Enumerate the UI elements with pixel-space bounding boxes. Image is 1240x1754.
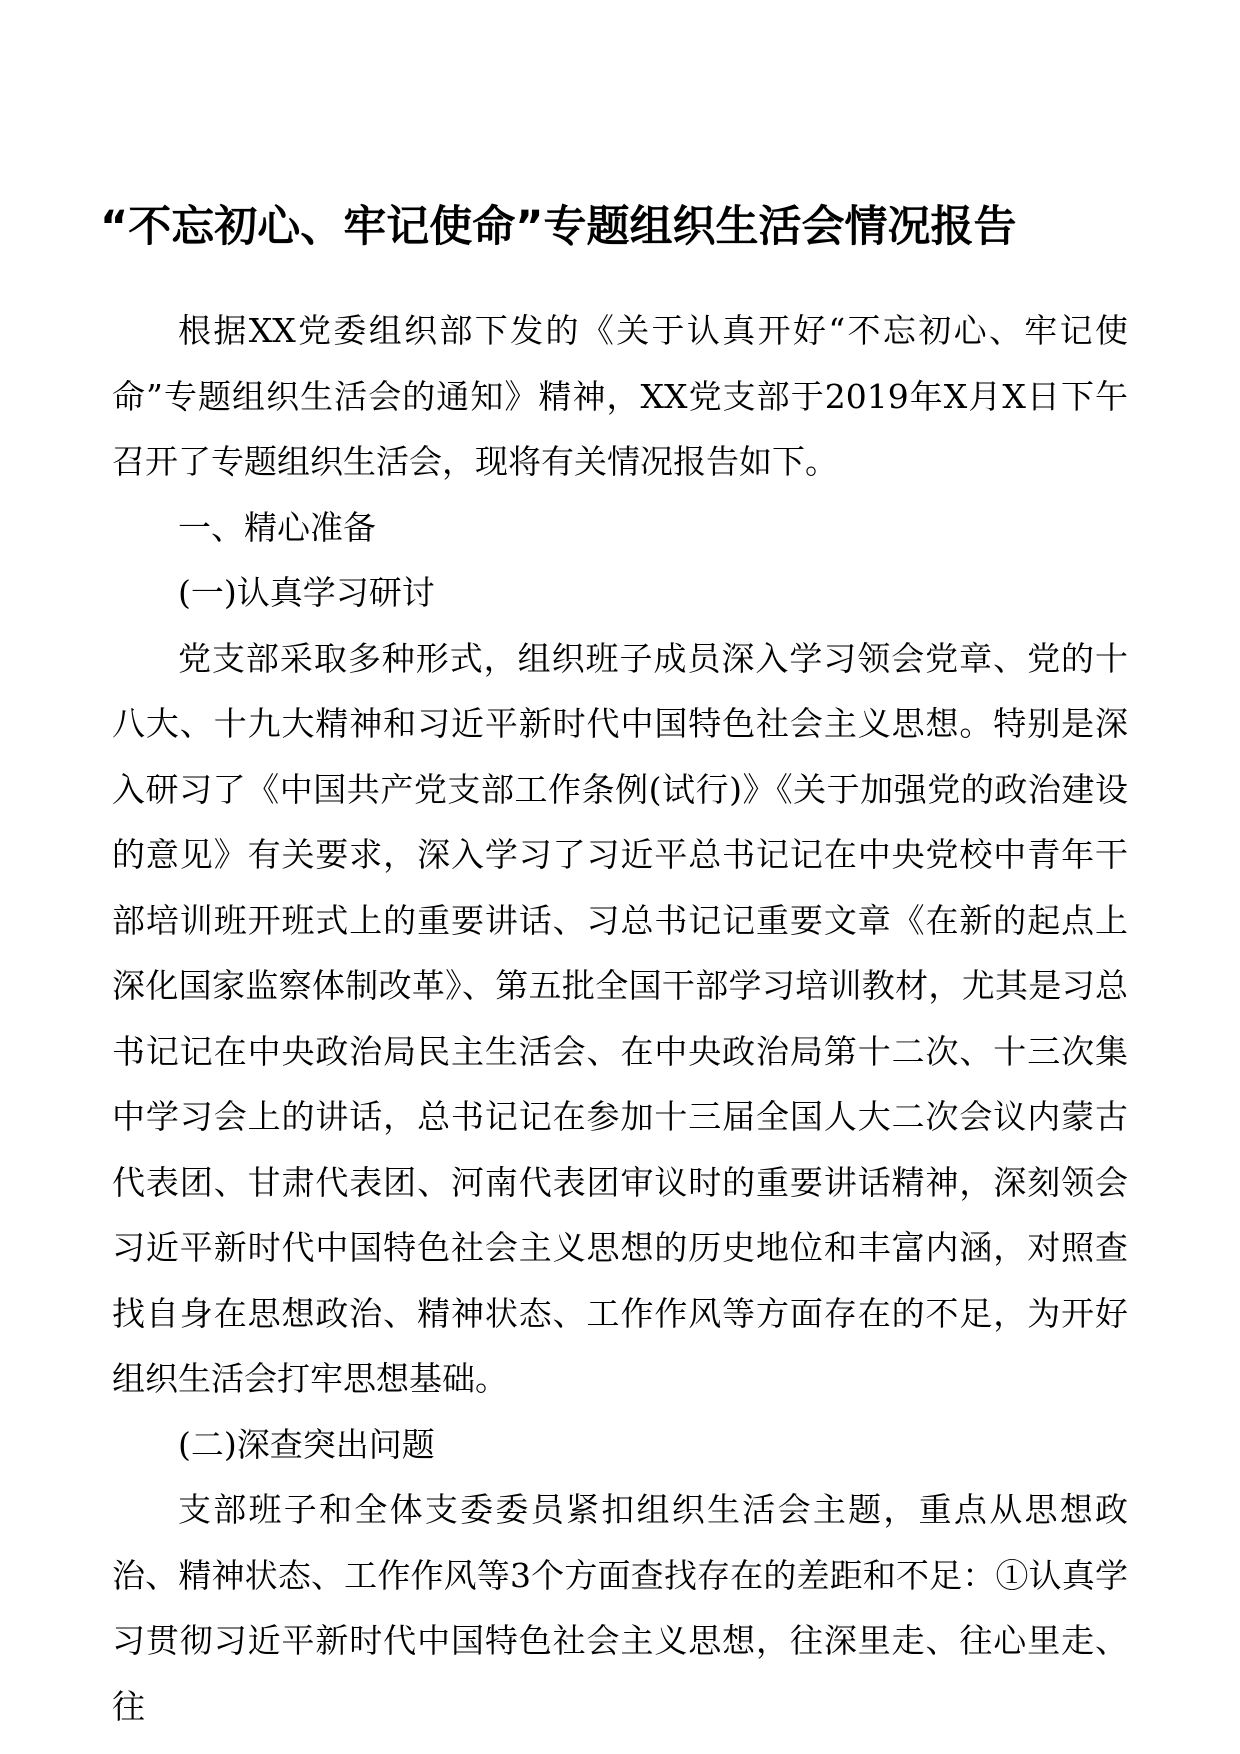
document-body: [112, 298, 1128, 1739]
section-heading-preparation: 一、精心准备: [178, 507, 376, 547]
subsection-heading-study: (一)认真学习研讨: [178, 573, 435, 612]
subsection-heading-problems: (二)深查突出问题: [178, 1424, 435, 1464]
study-paragraph: 党支部采取多种形式，组织班子成员深入学习领会党章、党的十八大、十九大精神和习近平新时代中国特色社会主义思想。特别是深入研习了《中国共产党支部工作条例(试行)》《关于加强党的政治建设的意见》有关要求，深入学习了习近平总书记记在中央党校中青年干部培训班开班式上的重要讲话、习总书记记重要文章《在新的起点上深化国家监察体制改革》、第五批全国干部学习培训教材，尤其是习总书记记在中央政治局民主生活会、在中央政治局第十二次、十三次集中学习会上的讲话，总书记记在参加十三届全国人大二次会议内蒙古代表团、甘肃代表团、河南代表团审议时的重要讲话精神，深刻领会习近平新时代中国特色社会主义思想的历史地位和丰富内涵，对照查找自身在思想政治、精神状态、工作作风等方面存在的不足，为开好组织生活会打牢思想基础。: [112, 638, 1128, 1398]
document-title: “不忘初心、牢记使命”专题组织生活会情况报告: [100, 202, 1017, 252]
intro-paragraph: 根据XX党委组织部下发的《关于认真开好“不忘初心、牢记使命”专题组织生活会的通知》精神，XX党支部于2019年X月X日下午召开了专题组织生活会，现将有关情况报告如下。: [112, 311, 1128, 481]
problems-paragraph: 支部班子和全体支委委员紧扣组织生活会主题，重点从思想政治、精神状态、工作作风等3个方面查找存在的差距和不足：①认真学习贯彻习近平新时代中国特色社会主义思想，往深里走、往心里走、往: [112, 1490, 1128, 1726]
